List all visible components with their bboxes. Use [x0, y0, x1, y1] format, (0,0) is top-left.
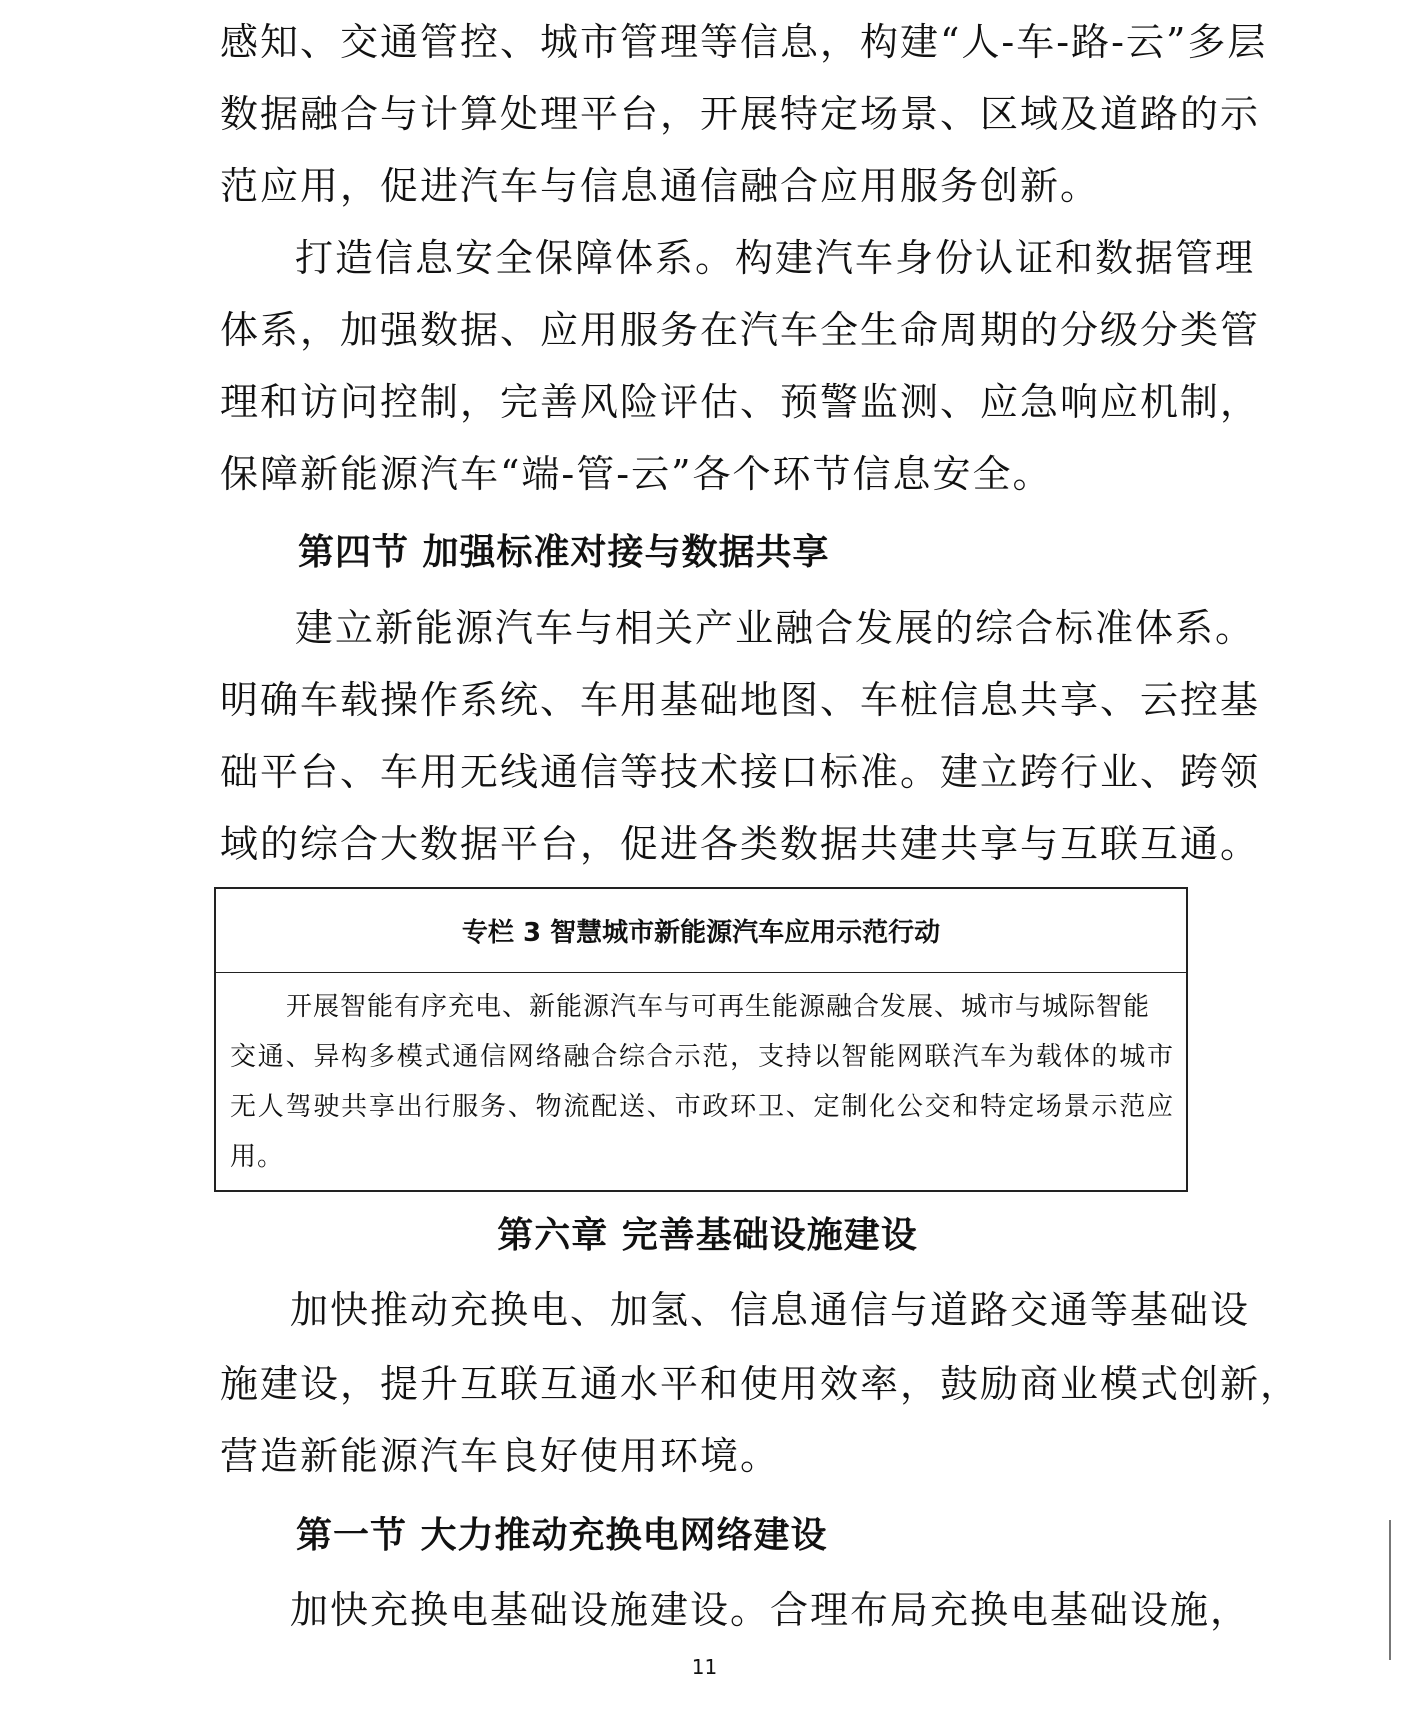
paragraph-1-line-2: 数据融合与计算处理平台，开展特定场景、区域及道路的示: [220, 92, 1261, 136]
paragraph-3-line-3: 础平台、车用无线通信等技术接口标准。建立跨行业、跨领: [220, 750, 1261, 794]
column-box-line-2: 交通、异构多模式通信网络融合综合示范，支持以智能网联汽车为载体的城市: [230, 1042, 1174, 1072]
chapter-6-heading: 第六章 完善基础设施建设: [497, 1215, 918, 1256]
scan-edge-line: [1389, 1520, 1391, 1660]
column-box-line-3: 无人驾驶共享出行服务、物流配送、市政环卫、定制化公交和特定场景示范应: [230, 1092, 1174, 1122]
paragraph-2-line-4: 保障新能源汽车“端-管-云”各个环节信息安全。: [220, 452, 1053, 496]
paragraph-2-line-1: 打造信息安全保障体系。构建汽车身份认证和数据管理: [295, 236, 1256, 280]
paragraph-1-line-1: 感知、交通管控、城市管理等信息，构建“人-车-路-云”多层: [220, 20, 1268, 64]
paragraph-2-line-3: 理和访问控制，完善风险评估、预警监测、应急响应机制，: [220, 380, 1261, 424]
paragraph-4-line-1: 加快推动充换电、加氢、信息通信与道路交通等基础设: [290, 1288, 1251, 1332]
paragraph-3-line-2: 明确车载操作系统、车用基础地图、车桩信息共享、云控基: [220, 678, 1261, 722]
paragraph-1-line-3: 范应用，促进汽车与信息通信融合应用服务创新。: [220, 164, 1101, 208]
section-4-heading: 第四节 加强标准对接与数据共享: [298, 532, 830, 573]
section-1-heading: 第一节 大力推动充换电网络建设: [296, 1515, 828, 1556]
paragraph-3-line-1: 建立新能源汽车与相关产业融合发展的综合标准体系。: [295, 606, 1256, 650]
column-box-line-1: 开展智能有序充电、新能源汽车与可再生能源融合发展、城市与城际智能: [286, 992, 1151, 1022]
paragraph-4-line-2: 施建设，提升互联互通水平和使用效率，鼓励商业模式创新，: [220, 1362, 1301, 1406]
paragraph-2-line-2: 体系，加强数据、应用服务在汽车全生命周期的分级分类管: [220, 308, 1261, 352]
page-number: 11: [691, 1655, 718, 1679]
column-box-title: 专栏 3 智慧城市新能源汽车应用示范行动: [216, 889, 1186, 973]
paragraph-3-line-4: 域的综合大数据平台，促进各类数据共建共享与互联互通。: [220, 822, 1261, 866]
paragraph-4-line-3: 营造新能源汽车良好使用环境。: [220, 1434, 781, 1478]
column-box-line-4: 用。: [230, 1142, 285, 1172]
paragraph-5-line-1: 加快充换电基础设施建设。合理布局充换电基础设施，: [290, 1588, 1251, 1632]
column-box: [214, 887, 1188, 1192]
